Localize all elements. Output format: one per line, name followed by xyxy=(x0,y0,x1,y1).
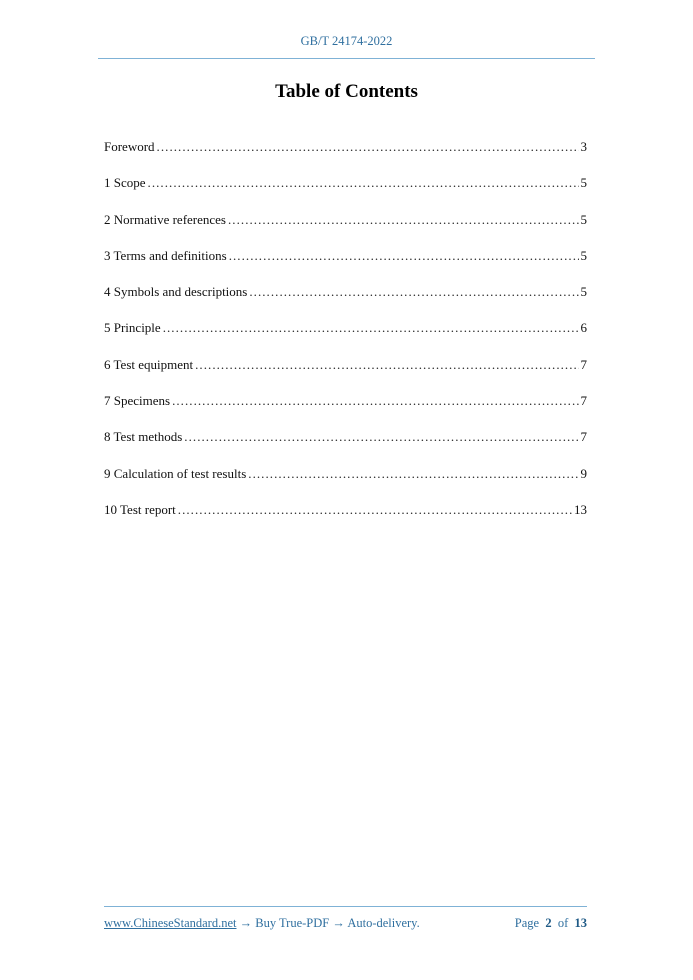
page-number xyxy=(515,916,587,931)
toc-leader-dots xyxy=(249,283,578,301)
toc-list xyxy=(104,138,587,537)
toc-entry-label: 4 Symbols and descriptions xyxy=(104,284,248,300)
toc-entry-page: 7 xyxy=(580,356,587,372)
header-divider xyxy=(98,58,595,59)
toc-entry-terms-and-definitions[interactable] xyxy=(104,247,587,283)
toc-entry-symbols-and-descriptions[interactable] xyxy=(104,283,587,319)
buy-true-pdf-text: Buy True-PDF xyxy=(255,916,330,930)
toc-entry-foreword[interactable] xyxy=(104,138,587,174)
toc-leader-dots xyxy=(157,138,579,156)
toc-entry-test-equipment[interactable] xyxy=(104,356,587,392)
running-header: GB/T 24174-2022 xyxy=(300,34,393,48)
toc-leader-dots xyxy=(228,211,579,229)
toc-leader-dots xyxy=(163,319,579,337)
toc-entry-page: 5 xyxy=(580,247,587,263)
arrow-icon: → xyxy=(239,916,253,930)
toc-leader-dots xyxy=(178,501,572,519)
toc-entry-label: 1 Scope xyxy=(104,175,146,191)
toc-entry-page: 9 xyxy=(580,465,587,481)
toc-entry-label: 6 Test equipment xyxy=(104,356,194,372)
toc-entry-page: 6 xyxy=(580,320,587,336)
toc-entry-test-methods[interactable] xyxy=(104,428,587,464)
toc-title: Table of Contents xyxy=(275,81,418,102)
toc-leader-dots xyxy=(184,428,578,446)
page-of-label: of xyxy=(557,916,569,930)
site-link[interactable]: www.ChineseStandard.net xyxy=(104,916,237,930)
footer-divider xyxy=(104,906,587,907)
toc-entry-principle[interactable] xyxy=(104,319,587,355)
toc-entry-page: 3 xyxy=(580,139,587,154)
toc-entry-label: 9 Calculation of test results xyxy=(104,465,247,481)
toc-leader-dots xyxy=(248,465,578,483)
toc-entry-label: Foreword xyxy=(104,139,155,154)
toc-entry-calculation-of-test-results[interactable] xyxy=(104,465,587,501)
toc-entry-page: 13 xyxy=(574,501,587,517)
toc-entry-page: 5 xyxy=(580,211,587,227)
toc-entry-page: 7 xyxy=(580,393,587,409)
toc-entry-label: 2 Normative references xyxy=(104,211,226,227)
arrow-icon: → xyxy=(332,916,345,930)
page-label: Page xyxy=(514,916,540,930)
page-total: 13 xyxy=(574,916,587,930)
toc-entry-test-report[interactable] xyxy=(104,501,587,537)
toc-entry-label: 10 Test report xyxy=(104,501,176,517)
toc-entry-label: 5 Principle xyxy=(104,320,161,336)
page-current: 2 xyxy=(545,916,552,930)
toc-entry-label: 8 Test methods xyxy=(104,429,183,445)
toc-entry-page: 5 xyxy=(580,175,587,191)
toc-entry-label: 3 Terms and definitions xyxy=(104,247,227,263)
toc-leader-dots xyxy=(172,392,578,410)
toc-entry-page: 7 xyxy=(580,429,587,445)
toc-leader-dots xyxy=(148,174,579,192)
toc-entry-normative-references[interactable] xyxy=(104,211,587,247)
toc-entry-label: 7 Specimens xyxy=(104,393,171,409)
toc-entry-specimens[interactable] xyxy=(104,392,587,428)
footer-promo xyxy=(104,916,420,931)
toc-leader-dots xyxy=(229,247,579,265)
toc-entry-scope[interactable] xyxy=(104,174,587,210)
toc-leader-dots xyxy=(195,356,578,374)
auto-delivery-text: Auto-delivery. xyxy=(347,916,420,930)
toc-entry-page: 5 xyxy=(580,284,587,300)
